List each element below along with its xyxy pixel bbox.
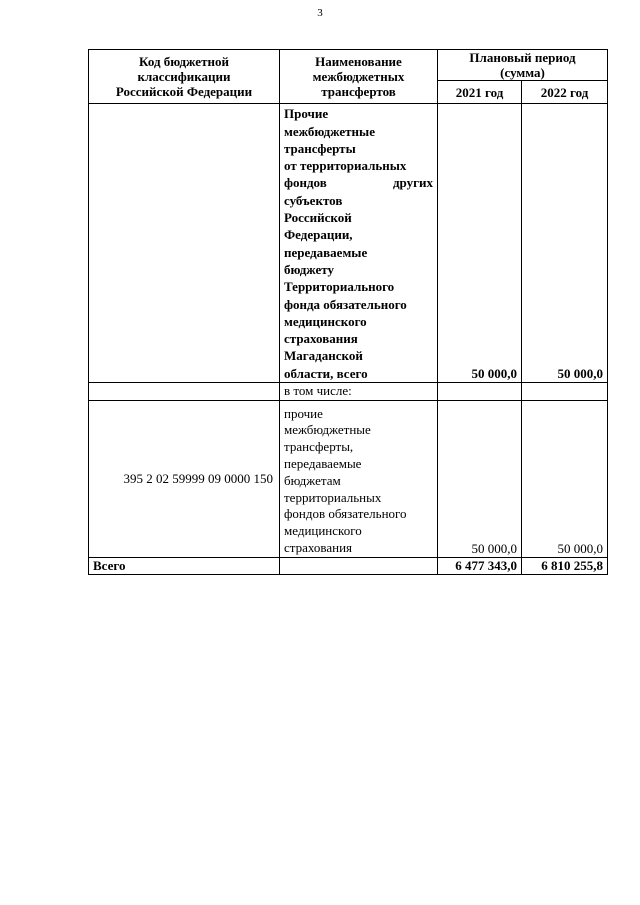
main-name-line: от территориальных bbox=[284, 158, 407, 174]
main-name-line: межбюджетные bbox=[284, 123, 375, 139]
main-name-line: трансферты bbox=[284, 140, 356, 156]
total-value-2022: 6 810 255,8 bbox=[522, 557, 608, 574]
main-name-line: медицинского bbox=[284, 313, 367, 329]
main-name-line: передаваемые bbox=[284, 244, 368, 260]
main-name-line: страхования bbox=[284, 331, 358, 347]
total-value-2021: 6 477 343,0 bbox=[438, 557, 522, 574]
table-row-main bbox=[89, 104, 608, 383]
header-period-line: Плановый период bbox=[469, 50, 576, 65]
header-code-line: классификации bbox=[137, 69, 231, 84]
main-name-word: фондов bbox=[284, 175, 327, 191]
detail-name-line: страхования bbox=[284, 540, 353, 555]
detail-name-line: передаваемые bbox=[284, 456, 362, 472]
detail-name-line: межбюджетные bbox=[284, 422, 371, 438]
header-name-line: трансфертов bbox=[321, 84, 396, 99]
including-empty-2021 bbox=[438, 383, 522, 401]
detail-name-line: трансферты, bbox=[284, 439, 354, 455]
header-code-line: Код бюджетной bbox=[139, 54, 229, 69]
page-number: 3 bbox=[317, 7, 323, 19]
header-period-line: (сумма) bbox=[500, 65, 545, 80]
total-empty-name bbox=[280, 557, 438, 574]
detail-name-line: фондов обязательного bbox=[284, 506, 407, 522]
main-code-cell bbox=[89, 104, 280, 383]
main-name-line: Магаданской bbox=[284, 348, 363, 364]
main-name-line: области, всего bbox=[284, 365, 368, 381]
main-name-word: других bbox=[392, 175, 433, 191]
table-row-total bbox=[89, 557, 608, 574]
table-row-detail bbox=[89, 400, 608, 557]
header-year-2022: 2022 год bbox=[522, 81, 608, 104]
budget-table bbox=[88, 49, 608, 575]
header-name bbox=[280, 50, 438, 104]
including-label: в том числе: bbox=[280, 383, 438, 401]
detail-name-line: прочие bbox=[284, 405, 323, 421]
main-name-line-spread bbox=[284, 174, 433, 191]
detail-name-line: медицинского bbox=[284, 523, 362, 539]
including-code-cell bbox=[89, 383, 280, 401]
main-name-line: Территориального bbox=[284, 279, 395, 295]
header-name-line: межбюджетных bbox=[312, 69, 405, 84]
main-name-line: бюджету bbox=[284, 261, 335, 277]
header-year-2021: 2021 год bbox=[438, 81, 522, 104]
main-name-line: Федерации, bbox=[284, 227, 353, 243]
main-name-line: субъектов bbox=[284, 192, 343, 208]
detail-code-cell: 395 2 02 59999 09 0000 150 bbox=[89, 400, 280, 557]
table-row-including bbox=[89, 383, 608, 401]
detail-name-line: бюджетам bbox=[284, 472, 341, 488]
detail-value-2021: 50 000,0 bbox=[438, 400, 522, 557]
total-label: Всего bbox=[89, 557, 280, 574]
main-name-line: фонда обязательного bbox=[284, 296, 407, 312]
header-code-line: Российской Федерации bbox=[115, 84, 253, 99]
main-name-cell bbox=[280, 104, 438, 383]
main-value-2022: 50 000,0 bbox=[522, 104, 608, 383]
detail-value-2022: 50 000,0 bbox=[522, 400, 608, 557]
header-row bbox=[89, 50, 608, 81]
main-name-line: Российской bbox=[284, 210, 352, 226]
main-name-line: Прочие bbox=[284, 106, 329, 122]
detail-name-line: территориальных bbox=[284, 489, 382, 505]
including-empty-2022 bbox=[522, 383, 608, 401]
detail-name-cell bbox=[280, 400, 438, 557]
main-value-2021: 50 000,0 bbox=[438, 104, 522, 383]
header-name-line: Наименование bbox=[315, 54, 402, 69]
header-code bbox=[89, 50, 280, 104]
header-period bbox=[438, 50, 608, 81]
